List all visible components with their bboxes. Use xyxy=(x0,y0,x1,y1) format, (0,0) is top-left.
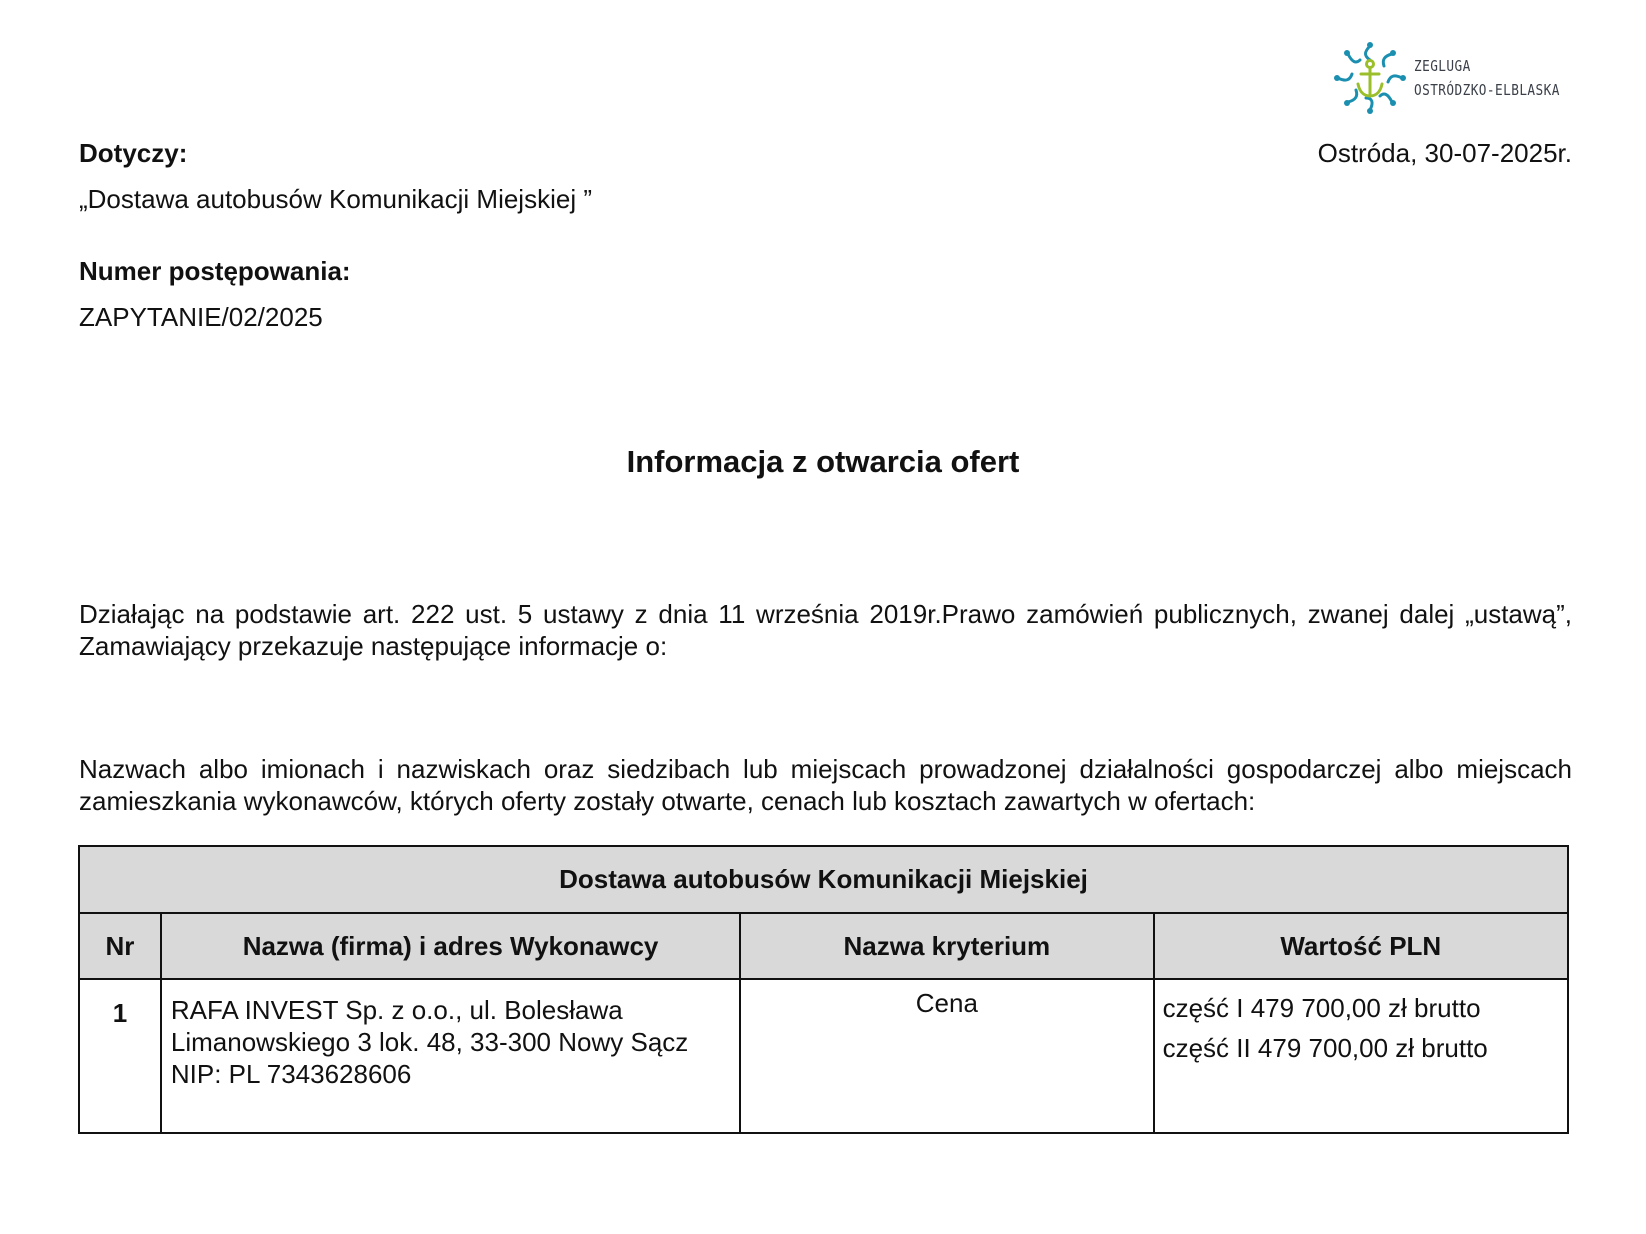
document-title: Informacja z otwarcia ofert xyxy=(626,444,1020,479)
header-value: Wartość PLN xyxy=(1154,913,1568,979)
company-logo xyxy=(1330,40,1580,116)
table-caption: Dostawa autobusów Komunikacji Miejskiej xyxy=(79,846,1568,913)
firm-nip-line: NIP: PL 7343628606 xyxy=(170,1059,412,1089)
subject-value: „Dostawa autobusów Komunikacji Miejskiej ” xyxy=(79,184,592,214)
logo-wordmark xyxy=(1414,54,1560,102)
firm-address-line: Limanowskiego 3 lok. 48, 33-300 Nowy Sącz xyxy=(170,1027,689,1057)
row-value xyxy=(1154,979,1568,1133)
value-part-1: część I 479 700,00 zł brutto xyxy=(1162,993,1481,1023)
anchor-icon xyxy=(1330,40,1410,116)
case-number-label: Numer postępowania: xyxy=(79,256,351,286)
row-criterion: Cena xyxy=(740,979,1153,1133)
logo-line-1: ZEGLUGA xyxy=(1414,57,1471,75)
table-row xyxy=(79,979,1568,1133)
place-and-date: Ostróda, 30-07-2025r. xyxy=(1317,138,1572,168)
subject-label: Dotyczy: xyxy=(79,138,188,168)
logo-line-2: OSTRÓDZKO-ELBLASKA xyxy=(1414,81,1560,99)
intro-paragraph: Działając na podstawie art. 222 ust. 5 ustawy z dnia 11 września 2019r.Prawo zamówień publicznych, zwanej dalej „ustawą”, Zamawiający przekazuje następujące informacje o: xyxy=(79,599,1572,661)
header-criterion: Nazwa kryterium xyxy=(740,913,1153,979)
offers-table xyxy=(78,845,1569,1134)
value-part-2: część II 479 700,00 zł brutto xyxy=(1162,1033,1488,1063)
case-number-value: ZAPYTANIE/02/2025 xyxy=(79,302,323,332)
row-nr: 1 xyxy=(79,979,161,1133)
details-paragraph: Nazwach albo imionach i nazwiskach oraz siedzibach lub miejscach prowadzonej działalności gospodarczej albo miejscach zamieszkania wykonawców, których oferty zostały otwarte, cenach lub kosztach zawartych w ofertach: xyxy=(79,754,1572,816)
firm-name-line: RAFA INVEST Sp. z o.o., ul. Bolesława xyxy=(170,995,623,1025)
header-nr: Nr xyxy=(79,913,161,979)
header-firm: Nazwa (firma) i adres Wykonawcy xyxy=(161,913,740,979)
row-firm xyxy=(161,979,740,1133)
